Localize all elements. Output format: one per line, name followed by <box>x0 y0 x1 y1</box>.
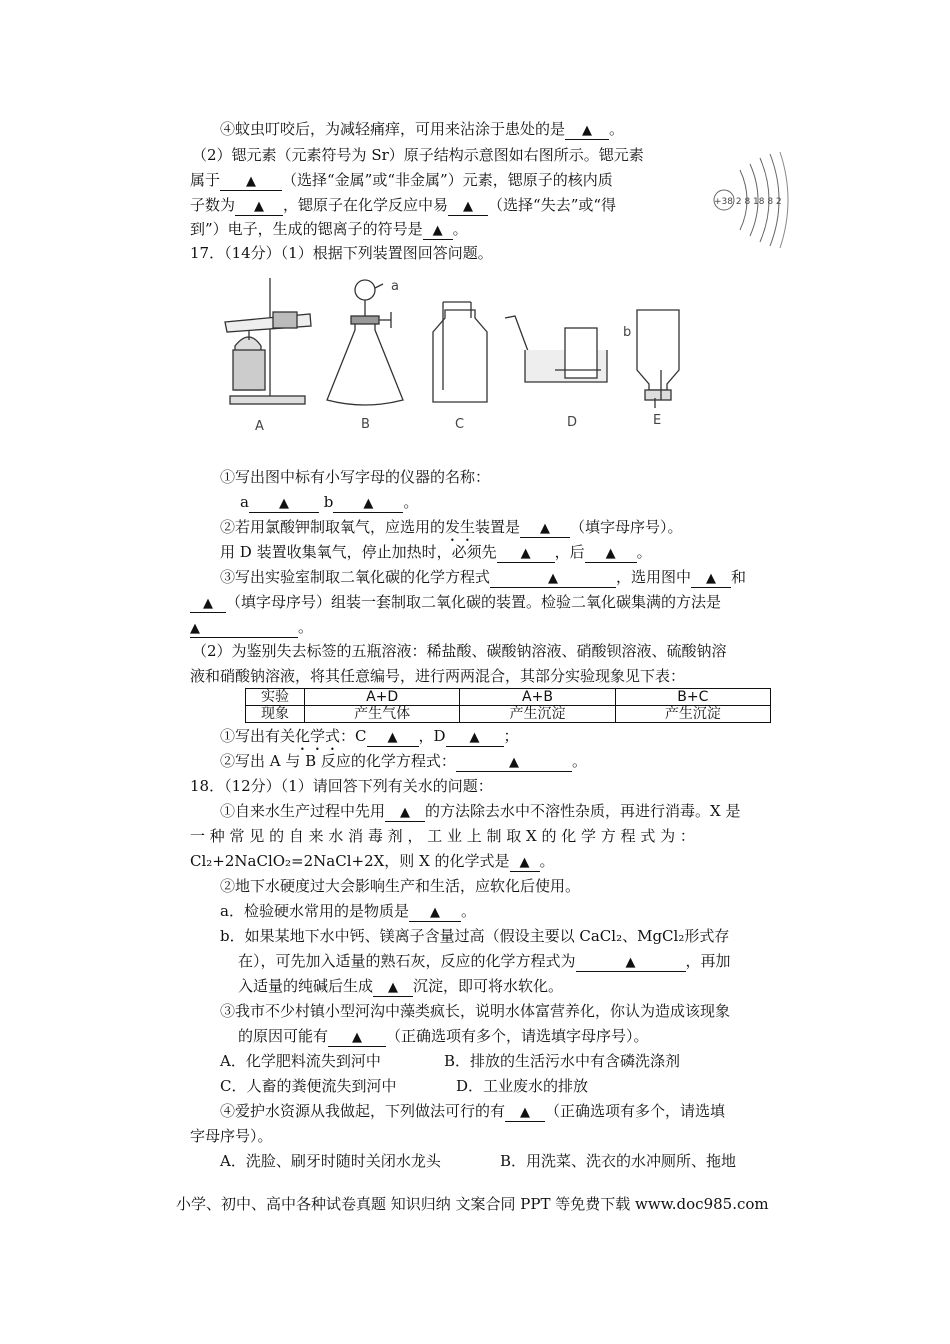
apparatus-a <box>225 278 311 404</box>
label-letter-b: b <box>623 325 632 340</box>
option-c: C．人畜的粪便流失到河中 <box>220 1077 397 1095</box>
answer-blank[interactable]: ▲ <box>505 1103 545 1122</box>
apparatus-b <box>327 280 403 405</box>
apparatus-c <box>433 302 487 402</box>
table-cell: A+B <box>460 689 615 706</box>
answer-blank[interactable]: ▲ <box>585 544 637 563</box>
q17-write2: ②写出 A 与 B 反应的化学方程式： ▲ 。 <box>220 752 587 770</box>
table-row <box>246 706 771 723</box>
answer-blank[interactable]: ▲ <box>333 494 403 513</box>
answer-blank[interactable]: ▲ <box>520 519 570 538</box>
answer-blank[interactable]: ▲ <box>456 753 572 772</box>
table-cell: 产生气体 <box>305 706 460 723</box>
q18-line1: ①自来水生产过程中先用 ▲ 的方法除去水中不溶性杂质，再进行消毒。X 是 <box>220 802 741 820</box>
q18-line4: ②地下水硬度过大会影响生产和生活，应软化后使用。 <box>220 877 581 895</box>
q18-line8: 入适量的纯碱后生成 ▲ 沉淀，即可将水软化。 <box>238 977 564 995</box>
answer-blank[interactable]: ▲ <box>448 197 488 216</box>
answer-blank[interactable]: ▲ <box>576 953 686 972</box>
strontium-atom-diagram <box>712 150 796 250</box>
option-a: A．化学肥料流失到河中 <box>220 1052 381 1070</box>
q16-item4: ④蚊虫叮咬后，为减轻痛痒，可用来沾涂于患处的是 ▲ 。 <box>220 120 625 138</box>
q18-line7: 在），可先加入适量的熟石灰，反应的化学方程式为 ▲ ，再加 <box>238 952 731 970</box>
answer-blank[interactable]: ▲ <box>367 728 419 747</box>
table-cell: 产生沉淀 <box>460 706 615 723</box>
apparatus-label: B <box>361 417 370 432</box>
option-b: B．排放的生活污水中有含磷洗涤剂 <box>444 1052 681 1070</box>
q17-sub3c: ▲ 。 <box>190 618 314 636</box>
option-a2: A．洗脸、刷牙时随时关闭水龙头 <box>220 1152 441 1170</box>
option-b2: B．用洗菜、洗衣的水冲厕所、拖地 <box>500 1152 737 1170</box>
q18-line2: 一 种 常 见 的 自 来 水 消 毒 剂 ， 工 业 上 制 取 X 的 化 学 方 程 式 为 ： <box>190 827 695 845</box>
q17-sub3: ③写出实验室制取二氧化碳的化学方程式 ▲ ，选用图中 ▲ 和 <box>220 568 747 586</box>
q17-heading: 17．（14分）（1）根据下列装置图回答问题。 <box>190 244 493 262</box>
q18-line9: ③我市不少村镇小型河沟中藻类疯长，说明水体富营养化，你认为造成该现象 <box>220 1002 731 1020</box>
lab-apparatus-figure <box>215 270 705 440</box>
q18-line3: Cl₂+2NaClO₂=2NaCl+2X，则 X 的化学式是 ▲ 。 <box>190 852 555 870</box>
answer-blank[interactable]: ▲ <box>190 594 226 613</box>
q17-part2-line1: （2）为鉴别失去标签的五瓶溶液：稀盐酸、碳酸钠溶液、硝酸钡溶液、硫酸钠溶 <box>192 642 727 660</box>
table-row <box>246 689 771 706</box>
q17-write1: ①写出有关化学式：C ▲ ，D ▲ ； <box>220 727 519 745</box>
answer-blank[interactable]: ▲ <box>446 728 504 747</box>
option-d: D．工业废水的排放 <box>456 1077 589 1095</box>
answer-blank[interactable]: ▲ <box>497 544 555 563</box>
answer-blank[interactable]: ▲ <box>423 221 453 240</box>
q18-line6: b．如果某地下水中钙、镁离子含量过高（假设主要以 CaCl₂、MgCl₂形式存 <box>220 927 730 945</box>
table-header-cell: 实验 <box>246 689 305 706</box>
answer-blank[interactable]: ▲ <box>328 1028 386 1047</box>
answer-blank[interactable]: ▲ <box>490 569 616 588</box>
answer-blank[interactable]: ▲ <box>190 619 298 638</box>
q17-sub1: ①写出图中标有小写字母的仪器的名称： <box>220 468 491 486</box>
q18-line5: a．检验硬水常用的是物质是 ▲ 。 <box>220 902 476 920</box>
apparatus-label: E <box>653 413 662 428</box>
atom-structure-label: +38 2 8 18 8 2 <box>714 197 782 207</box>
answer-blank[interactable]: ▲ <box>385 803 425 822</box>
apparatus-label: D <box>567 415 578 430</box>
table-cell: B+C <box>615 689 770 706</box>
apparatus-e <box>637 310 679 408</box>
answer-blank[interactable]: ▲ <box>235 197 283 216</box>
q17-sub1-answers: a ▲ b ▲ 。 <box>240 493 419 511</box>
answer-blank[interactable]: ▲ <box>565 121 609 140</box>
q17-sub2b: 用 D 装置收集氧气，停止加热时，必须先 ▲ ，后 ▲ 。 <box>220 543 652 561</box>
q16-part2-line4: 到”）电子，生成的锶离子的符号是 ▲ 。 <box>190 220 468 238</box>
answer-blank[interactable]: ▲ <box>373 978 413 997</box>
apparatus-label: A <box>255 419 264 434</box>
q17-sub2: ②若用氯酸钾制取氧气，应选用的发生装置是 ▲ （填字母序号）。 <box>220 518 683 536</box>
q18-heading: 18．（12分）（1）请回答下列有关水的问题： <box>190 777 493 795</box>
apparatus-d <box>505 316 607 382</box>
answer-blank[interactable]: ▲ <box>409 903 461 922</box>
q18-line10: 的原因可能有 ▲ （正确选项有多个，请选填字母序号）。 <box>238 1027 649 1045</box>
q17-part2-line2: 液和硝酸钠溶液，将其任意编号，进行两两混合，其部分实验现象见下表： <box>190 667 686 685</box>
q16-part2-line3: 子数为 ▲ ，锶原子在化学反应中易 ▲ （选择“失去”或“得 <box>190 196 617 214</box>
q16-part2-line2: 属于 ▲ （选择“金属”或“非金属”）元素，锶原子的核内质 <box>190 171 613 189</box>
q16-part2-line1: （2）锶元素（元素符号为 Sr）原子结构示意图如右图所示。锶元素 <box>192 146 644 164</box>
table-header-cell: 现象 <box>246 706 305 723</box>
apparatus-label: C <box>455 417 465 432</box>
experiment-table <box>245 688 771 723</box>
table-cell: 产生沉淀 <box>615 706 770 723</box>
table-cell: A+D <box>305 689 460 706</box>
answer-blank[interactable]: ▲ <box>510 853 540 872</box>
page-footer: 小学、初中、高中各种试卷真题 知识归纳 文案合同 PPT 等免费下载 www.doc985.com <box>176 1195 769 1213</box>
label-letter-a: a <box>391 279 399 294</box>
q17-sub3b: ▲ （填字母序号）组装一套制取二氧化碳的装置。检验二氧化碳集满的方法是 <box>190 592 721 613</box>
q18-line13: ④爱护水资源从我做起，下列做法可行的有 ▲ （正确选项有多个，请选填 <box>220 1102 726 1120</box>
answer-blank[interactable]: ▲ <box>220 172 282 191</box>
answer-blank[interactable]: ▲ <box>249 494 319 513</box>
answer-blank[interactable]: ▲ <box>691 569 731 588</box>
q18-line14: 字母序号）。 <box>190 1127 273 1145</box>
